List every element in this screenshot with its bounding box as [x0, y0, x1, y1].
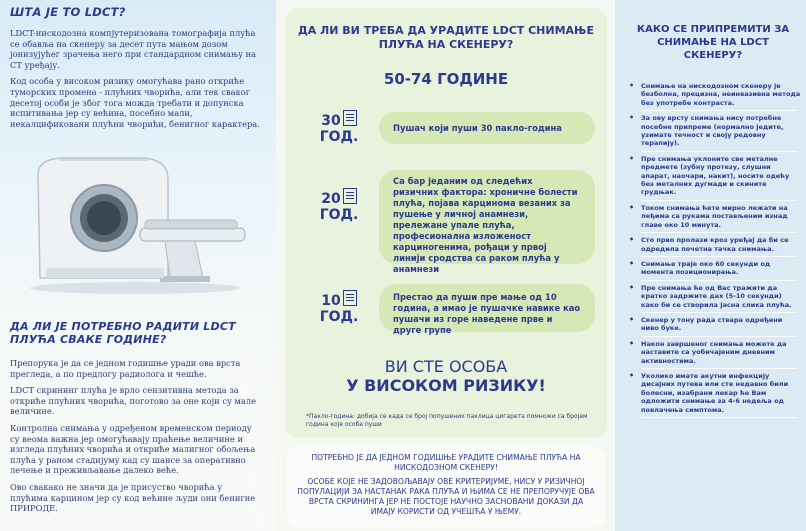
- paragraph: Препорука је да се једном годишње уради ова врста прегледа, а по предлогу радиолога и чешће.: [10, 358, 241, 379]
- years-number: 10: [321, 293, 341, 309]
- list-item: • Пре снимања уклоните све металне предмете (зубну протезу, слушни апарат, наочари, накит), носите одећу без металних дугмади и скините грудњак.: [623, 155, 801, 197]
- criteria-pill: [379, 112, 595, 144]
- risk-criteria-panel: [285, 8, 607, 438]
- panel-heading: ДА ЛИ ВИ ТРЕБА ДА УРАДИТЕ LDCT СНИМАЊЕ ПЛУЋА НА СКЕНЕРУ?: [297, 24, 595, 51]
- list-item: • Скенер у тону рада ствара одређени ниво буке.: [623, 316, 801, 333]
- annual-scan-notice: [287, 447, 605, 527]
- criteria-row-20: [301, 170, 595, 274]
- notice-line-2: ОСОБЕ КОЈЕ НЕ ЗАДОВОЉАВАЈУ ОВЕ КРИТЕРИЈУМЕ, НИСУ У РИЗИЧНОЈ ПОПУЛАЦИЈИ ЗА НАСТАНАК РАКА ПЛУЋА И ЊИМА СЕ НЕ ПРЕПОРУЧУЈЕ ОВА ВРСТА СКРИНИНГА ЈЕР НЕ ПОСТОЈЕ НАУЧНО ЗАСНОВАНИ ДОКАЗИ ДА ИМАЈУ КОРИСТИ ОД УЧЕШЋА У ЊЕМУ.: [297, 477, 595, 516]
- years-unit: ГОД.: [319, 207, 359, 223]
- list-item: • Након завршеног снимања можете да наставите са уобичајеним дневним активностима.: [623, 340, 801, 365]
- cigarette-pack-icon: [343, 110, 357, 126]
- ct-scanner-illustration: [20, 150, 250, 295]
- paragraph: LDCT-нискодозна компјутеризована томографија плућа се обавља на скенеру за десет пута мањом дозом јонизујућег зрачења него при стандардном снимању на CT уређају.: [10, 28, 257, 70]
- years-badge: [311, 290, 367, 325]
- result-line-1: ВИ СТЕ ОСОБА: [384, 357, 508, 376]
- notice-line-1: ПОТРЕБНО ЈЕ ДА ЈЕДНОМ ГОДИШЊЕ УРАДИТЕ СНИМАЊЕ ПЛУЋА НА НИСКОДОЗНОМ СКЕНЕРУ!: [311, 453, 581, 472]
- criteria-text: Престао да пуши пре мање од 10 година, а имао је пушачке навике као пушачи из горе наведене прве и друге групе: [393, 292, 581, 335]
- years-badge: [311, 188, 367, 223]
- left-panel: [0, 0, 276, 531]
- paragraph: Код особа у високом ризику омогућава рано откриће туморских промена - плућних чворића, али тек сваког десетој особи је због тога можда требати и допунска испитивања јер су већина, посебно мали, некалцификовани плућни чворићи, бенигног карактера.: [10, 76, 260, 129]
- cigarette-pack-crossed-icon: [343, 290, 357, 306]
- result-line-2: У ВИСОКОМ РИЗИКУ!: [346, 376, 546, 395]
- what-is-ldct-section: [10, 5, 262, 135]
- list-item: • Снимање на нискодозном скенеру је безболна, прецизна, неинвазивна метода без употребе контраста.: [623, 82, 801, 107]
- list-item: • Сто прво пролази кроз уређај да би се одредила почетна тачка снимања.: [623, 236, 801, 253]
- preparation-list: [623, 82, 801, 421]
- years-badge: [311, 110, 367, 145]
- paragraph: Контролна снимања у одређеном временском периоду су веома важна јер омогућавају праћење величине и изгледа плућних чворића и откриће малигног обољења плућа у раном стадијуму кад су шансе за оперативно лечење и преживљавање далеко веће.: [10, 422, 256, 476]
- years-number: 20: [321, 191, 341, 207]
- panel-title: КАКО СЕ ПРИПРЕМИТИ ЗА СНИМАЊЕ НА LDCT СКЕНЕРУ?: [636, 24, 790, 61]
- criteria-pill: [379, 284, 595, 335]
- list-item: • За ову врсту снимања нису потребне посебне припреме (нормално једите, узимате течност и своју редовну терапију).: [623, 114, 801, 148]
- age-range: 50-74 ГОДИНЕ: [383, 70, 509, 88]
- years-unit: ГОД.: [319, 129, 359, 145]
- section-title: ДА ЛИ ЈЕ ПОТРЕБНО РАДИТИ LDCT ПЛУЋА СВАКЕ ГОДИНЕ?: [10, 320, 236, 346]
- preparation-panel: [615, 0, 806, 531]
- cigarette-pack-icon: [343, 188, 357, 204]
- pack-year-footnote: *Пакло-година: добија се када се број попушених паклица цигарета помножи са бројем година које особа пуши: [306, 413, 588, 428]
- list-item: • Током снимања ћете мирно лежати на леђима са рукама постављеним изнад главе око 10 минута.: [623, 204, 801, 229]
- criteria-row-10: [301, 284, 595, 334]
- years-number: 30: [321, 113, 341, 129]
- list-item: • Пре снимања ће од Вас тражити да кратко задржите дах (5-10 секунди) како би се створила јасна слика плућа.: [623, 284, 801, 309]
- criteria-text: Пушач који пуши 30 пакло-година: [393, 123, 562, 133]
- criteria-text: Са бар једаним од следећих ризичних фактора: хроничне болести плућа, појава карцинома везаних за пушење у личној анамнези, прележане упале плућа, професионална изложеност карциногенима, рођаци у првој линији сродства са раком плућа у анамнези: [393, 176, 578, 274]
- list-item: • Уколико имате акутни инфекцију дисајних путева или сте недавно били болесни, изабрани лекар ће Вам одложити снимање за 4-6 недеља од повлачења симптома.: [623, 372, 801, 414]
- years-unit: ГОД.: [319, 309, 359, 325]
- list-item: • Снимање траје око 60 секунди од момента позиционирања.: [623, 260, 801, 277]
- criteria-row-30: [301, 108, 595, 148]
- paragraph: Ово свакако не значи да је присуство чворића у плућима карцином јер су код већине људи они бенигне ПРИРОДЕ.: [10, 481, 256, 514]
- paragraph: LDCT скрининг плућа је врло сензитивна метода за откриће плућних чворића, поготово за оне који су мале величине.: [10, 385, 257, 417]
- criteria-pill: [379, 170, 595, 274]
- annual-ldct-section: [10, 320, 262, 520]
- section-title: ШТА ЈЕ ТО LDCT?: [10, 5, 126, 19]
